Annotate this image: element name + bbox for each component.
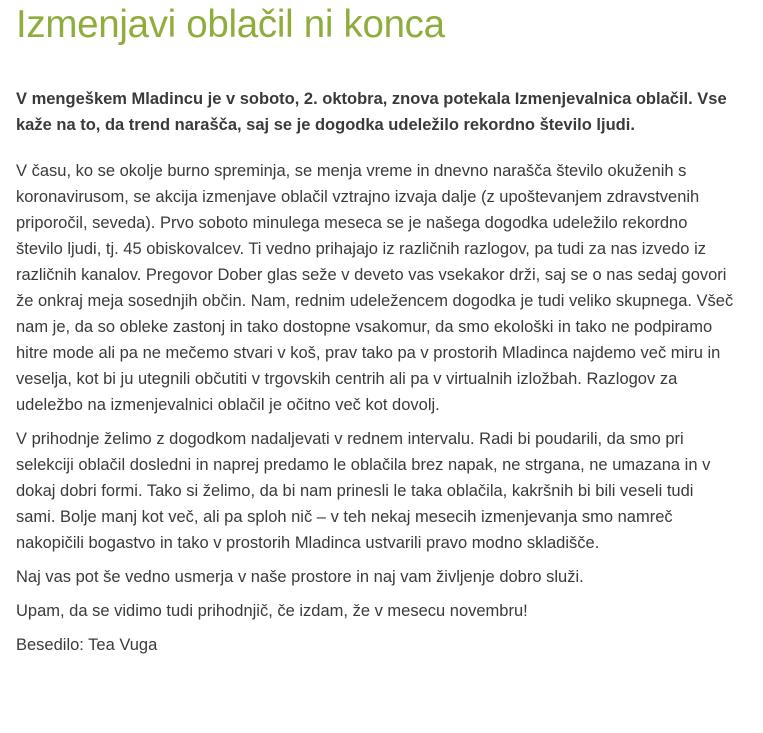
article-paragraph-2: V prihodnje želimo z dogodkom nadaljevati v rednem intervalu. Radi bi poudarili, da smo pri selekciji oblačil dosledni in naprej predamo le oblačila brez napak, ne strgana, ne umazana in v dokaj dobri formi. Tako si želimo, da bi nam prinesli le taka oblačila, kakršnih bi bili veseli tudi sami. Bolje manj kot več, ali pa sploh nič – v teh nekaj mesecih izmenjevanja smo namreč nakopičili bogastvo in tako v prostorih Mladinca ustvarili pravo modno skladišče.: [16, 430, 711, 552]
article-credit: Besedilo: Tea Vuga: [16, 636, 158, 654]
article-paragraph-3: Naj vas pot še vedno usmerja v naše prostore in naj vam življenje dobro služi.: [16, 568, 584, 586]
article-paragraph-1: V času, ko se okolje burno spreminja, se menja vreme in dnevno narašča število okuženih s koronavirusom, se akcija izmenjave oblačil vztrajno izvaja dalje (z upoštevanjem zdravstvenih priporočil, seveda). Prvo soboto minulega meseca se je našega dogodka udeležilo rekordno število ljudi, tj. 45 obiskovalcev. Ti vedno prihajajo iz različnih razlogov, pa tudi za nas izvedo iz različnih kanalov. Pregovor Dober glas seže v deveto vas vsekakor drži, saj se o nas sedaj govori že onkraj meja sosednjih občin. Nam, rednim udeležencem dogodka je tudi veliko skupnega. Všeč nam je, da so obleke zastonj in tako dostopne vsakomur, da smo ekološki in tako ne podpiramo hitre mode ali pa ne mečemo stvari v koš, prav tako pa v prostorih Mladinca najdemo več miru in veselja, kot bi ju utegnili občutiti v trgovskih centrih ali pa v virtualnih izložbah. Razlogov za udeležbo na izmenjevalnici oblačil je očitno več kot dovolj.: [16, 162, 734, 414]
article: [16, 0, 736, 658]
article-title: Izmenjavi oblačil ni konca: [16, 3, 445, 46]
article-lead: V mengeškem Mladincu je v soboto, 2. oktobra, znova potekala Izmenjevalnica oblačil. Vse kaže na to, da trend narašča, saj se je dogodka udeležilo rekordno število ljudi.: [16, 90, 727, 134]
article-paragraph-4: Upam, da se vidimo tudi prihodnjič, če izdam, že v mesecu novembru!: [16, 602, 528, 620]
